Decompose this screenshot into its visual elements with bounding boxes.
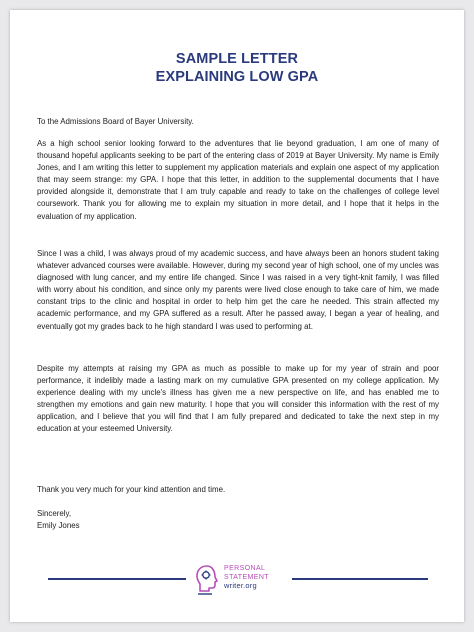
salutation: To the Admissions Board of Bayer University. [37, 117, 194, 126]
thanks-line: Thank you very much for your kind attention and time. [37, 485, 226, 494]
footer-divider-left [48, 578, 186, 580]
closing: Sincerely, [37, 509, 72, 518]
logo-line-2: STATEMENT [224, 573, 269, 581]
logo-line-3: writer.org [224, 581, 257, 590]
footer-divider-right [292, 578, 428, 580]
title-line-1: SAMPLE LETTER [175, 51, 299, 67]
paragraph-1: As a high school senior looking forward to the adventures that lie beyond graduation, I am one of many of thousand hopeful applicants seeking to be part of the entering class of 2019 at Bayer University. My name is Emily Jones, and I am writing this letter to supplement my application materials and explain one aspect of my application that may seem strange: my GPA. I hope that this letter, in addition to the supplemental documents that I have provided alongside it, demonstrate that I am truly capable and ready to take on the challenges of college level coursework. Thank you for allowing me to explain my situation in more detail, and I hope that it helps in the evaluation of my application. [37, 139, 439, 221]
head-profile-icon [194, 563, 222, 597]
logo-line-1: PERSONAL [224, 565, 266, 572]
title-line-2: EXPLAINING LOW GPA [155, 69, 319, 85]
paragraph-3: Despite my attempts at raising my GPA as much as possible to make up for my year of strain and poor performance, it indelibly made a lasting mark on my cumulative GPA presented on my college application. My experience dealing with my uncle's illness has given me a new perspective on life, and has enabled me to strengthen my emotions and gain new maturity. I hope that you will consider this information with the rest of my application, and I believe that you will find that I am fully prepared and dedicated to take the next step in my education at your esteemed University. [37, 364, 439, 434]
signature: Emily Jones [37, 521, 80, 530]
brand-logo [192, 561, 292, 601]
paragraph-2: Since I was a child, I was always proud of my academic success, and have always been an honors student taking whatever advanced courses were available. However, during my second year of high school, one of my uncles was diagnosed with lung cancer, and my entire life changed. Since I was raised in a very tight-knit family, I was filled with worry about his condition, and since only my parents were lived close enough to take care of him, we made constant trips to the clinic and hospital in order to help him get the care he needed. This strain affected my academic performance, and my GPA suffered as a result. After he passed away, I began a year of healing, and eventually got my grades back to he high standard I was used to performing at. [37, 249, 439, 331]
logo-wordmark [224, 565, 269, 591]
letter-page [10, 10, 464, 622]
